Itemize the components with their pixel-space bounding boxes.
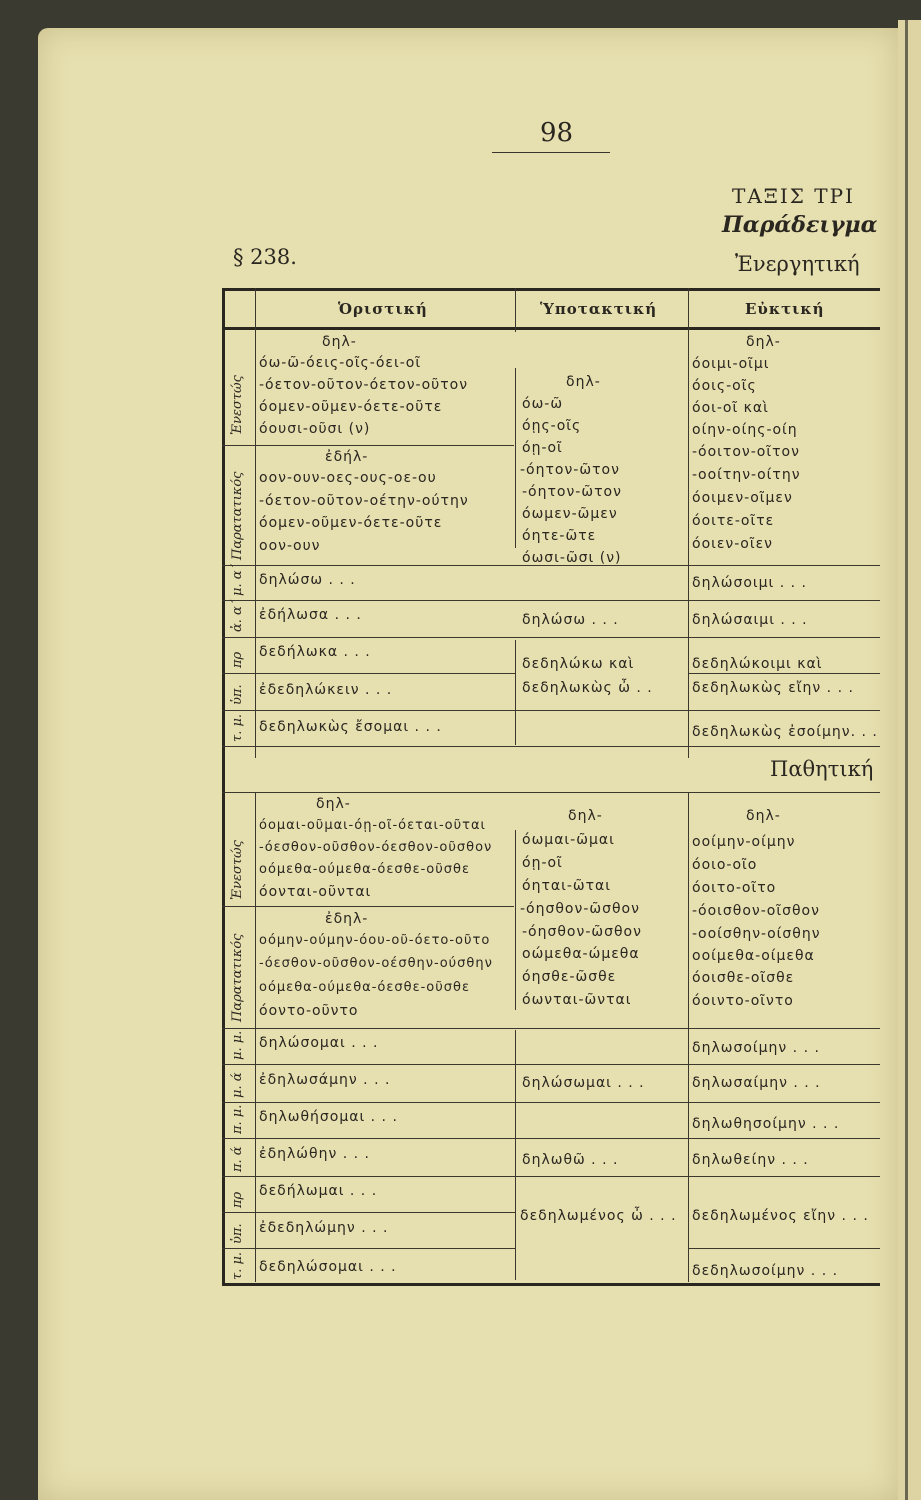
table-top-rule xyxy=(222,288,880,291)
cell-text: δηλωθείην . . . xyxy=(692,1152,809,1168)
cell-text: δεδηλωκὼς εἴην . . . xyxy=(692,680,854,696)
cell-text: δεδηλωκὼς ἐσοίμην. . . xyxy=(692,724,878,740)
page-number-rule xyxy=(492,152,610,153)
cell-text: δεδηλώκοιμι καὶ xyxy=(692,656,823,672)
cell-text: οίην-οίης-οίη xyxy=(692,422,798,438)
cell-text: όομεν-οῦμεν-όετε-οῦτε xyxy=(259,399,443,415)
row-rule xyxy=(222,1138,880,1139)
cell-text: όοντο-οῦντο xyxy=(259,1003,359,1019)
cell-text: δηλωσαίμην . . . xyxy=(692,1075,821,1091)
label-enestos: Ἐνεστώς xyxy=(230,375,245,435)
cell-text: όοιο-οῖο xyxy=(692,857,758,873)
label-passive-aorist: π. ά xyxy=(230,1146,245,1172)
label-future-perfect: τ. μ. xyxy=(230,713,245,742)
cell-text: δηλώσω . . . xyxy=(259,572,356,588)
cell-text: όοισθε-οῖσθε xyxy=(692,970,795,986)
header-rule xyxy=(222,327,880,330)
col-rule-1h xyxy=(515,288,516,332)
label-future: μ. α΄ xyxy=(230,564,245,596)
table-bottom-rule xyxy=(222,1283,880,1286)
header-optative: Εὐκτική xyxy=(745,300,825,318)
label-pluperfect: ὑπ. xyxy=(230,684,245,705)
label-col-rule-passive xyxy=(255,792,256,1282)
header-indicative: Ὁριστική xyxy=(338,300,428,318)
cell-text: ἐδηλωσάμην . . . xyxy=(259,1072,391,1088)
cell-text: δεδήλωμαι . . . xyxy=(259,1183,378,1199)
cell-text: δηλώσοιμι . . . xyxy=(692,575,807,591)
row-rule xyxy=(222,1028,880,1029)
cell-text: δηλωθήσομαι . . . xyxy=(259,1109,398,1125)
active-voice-title: Ἐνεργητική xyxy=(735,252,860,276)
class-heading: ΤΑΞΙΣ ΤΡΙ xyxy=(732,184,855,208)
row-rule xyxy=(222,1102,880,1103)
cell-text: δεδηλωμένος εἴην . . . xyxy=(692,1208,869,1224)
cell-text: όοις-οῖς xyxy=(692,378,757,394)
cell-text: όωνται-ῶνται xyxy=(522,992,632,1008)
cell-text: όωμαι-ῶμαι xyxy=(522,832,615,848)
label-passive-pluperfect: ὑπ. xyxy=(230,1223,245,1244)
cell-text: -όητον-ῶτον xyxy=(522,484,622,500)
cell-text: δηλωσοίμην . . . xyxy=(692,1040,820,1056)
cell-text: ἐδηλώθην . . . xyxy=(259,1146,370,1162)
cell-text: δηλώσαιμι . . . xyxy=(692,612,808,628)
cell-text: όῃ-οῖ xyxy=(522,440,563,456)
row-rule xyxy=(222,710,880,711)
cell-text: ἐδηλ- xyxy=(325,911,369,927)
cell-text: οώμεθα-ώμεθα xyxy=(522,946,640,962)
cell-text: όωσι-ῶσι (ν) xyxy=(522,550,622,566)
book-page xyxy=(38,28,898,1500)
cell-text: -οοίτην-οίτην xyxy=(692,467,801,483)
col-rule-2a xyxy=(688,288,689,758)
cell-text: όομεν-οῦμεν-όετε-οῦτε xyxy=(259,515,443,531)
cell-text: -όοισθον-οῖσθον xyxy=(692,903,820,919)
row-rule xyxy=(222,637,880,638)
cell-text: -όεσθον-οῦσθον-οέσθην-ούσθην xyxy=(259,956,493,971)
row-rule xyxy=(222,1176,880,1177)
row-rule xyxy=(222,906,514,907)
paradigm-heading: Παράδειγμα xyxy=(722,212,878,238)
cell-text: ἐδήλωσα . . . xyxy=(259,607,362,623)
label-middle-aorist: μ. ά xyxy=(230,1072,245,1098)
cell-text: -όετον-οῦτον-οέτην-ούτην xyxy=(259,493,469,509)
label-passive-future: π. μ. xyxy=(230,1104,245,1134)
cell-text: δηλ- xyxy=(746,334,781,350)
cell-text: -οοίσθην-οίσθην xyxy=(692,926,821,942)
brace xyxy=(515,368,522,548)
row-rule xyxy=(222,1064,880,1065)
cell-text: δηλώσωμαι . . . xyxy=(522,1075,645,1091)
row-rule xyxy=(222,445,514,446)
cell-text: δεδηλωκὼς ἔσομαι . . . xyxy=(259,719,442,735)
cell-text: όω-ῶ xyxy=(522,396,564,412)
label-middle-future: μ. μ. xyxy=(230,1030,245,1060)
label-passive-paratatikos: Παρατατικός xyxy=(230,933,245,1022)
table-left-rule xyxy=(222,288,225,1285)
label-paratatikos: Παρατατικός xyxy=(230,471,245,560)
cell-text: ἐδεδηλώκειν . . . xyxy=(259,682,393,698)
cell-text: οόμην-ούμην-όου-οῦ-όετο-οῦτο xyxy=(259,933,491,948)
cell-text: δηλ- xyxy=(566,374,601,390)
cell-text: δεδήλωκα . . . xyxy=(259,644,371,660)
cell-text: όῃ-οῖ xyxy=(522,855,563,871)
cell-text: -όετον-οῦτον-όετον-οῦτον xyxy=(259,377,469,393)
cell-text: οον-ουν-οες-ους-οε-ου xyxy=(259,470,437,486)
cell-text: -όεσθον-οῦσθον-όεσθον-οῦσθον xyxy=(259,840,493,855)
cell-text: όησθε-ῶσθε xyxy=(522,969,617,985)
cell-text: όοιμι-οῖμι xyxy=(692,356,770,372)
cell-text: όουσι-οῦσι (ν) xyxy=(259,421,371,437)
passive-voice-title: Παθητική xyxy=(770,757,874,781)
col-rule-2p xyxy=(688,792,689,1282)
cell-text: -όοιτον-οῖτον xyxy=(692,444,800,460)
cell-text: όοι-οῖ καὶ xyxy=(692,400,769,416)
cell-text: δεδηλώκω καὶ xyxy=(522,656,635,672)
cell-text: δεδηλώσομαι . . . xyxy=(259,1259,397,1275)
cell-text: δηλώσομαι . . . xyxy=(259,1035,379,1051)
row-rule xyxy=(222,746,880,747)
row-rule xyxy=(222,1248,515,1249)
cell-text: δηλ- xyxy=(746,808,781,824)
section-number: § 238. xyxy=(233,245,297,269)
cell-text: όῃς-οῖς xyxy=(522,418,582,434)
cell-text: όητε-ῶτε xyxy=(522,528,597,544)
cell-text: όονται-οῦνται xyxy=(259,884,372,900)
label-passive-enestos: Ἐνεστώς xyxy=(230,840,245,900)
cell-text: όηται-ῶται xyxy=(522,878,612,894)
row-rule xyxy=(222,1212,515,1213)
label-aorist: ἀ. α΄ xyxy=(230,599,245,632)
cell-text: όοιντο-οῖντο xyxy=(692,993,794,1009)
cell-text: δεδηλωμένος ὦ . . . xyxy=(520,1208,677,1224)
cell-text: όω-ῶ-όεις-οῖς-όει-οῖ xyxy=(259,355,422,371)
cell-text: δηλ- xyxy=(316,796,351,812)
row-rule xyxy=(688,1248,880,1249)
label-passive-future-perfect: τ. μ. xyxy=(230,1251,245,1280)
cell-text: όωμεν-ῶμεν xyxy=(522,506,618,522)
row-rule xyxy=(688,673,880,674)
cell-text: οοίμεθα-οίμεθα xyxy=(692,948,815,964)
label-col-rule-active xyxy=(255,288,256,758)
passive-top-rule xyxy=(222,792,880,793)
cell-text: όομαι-οῦμαι-όῃ-οῖ-όεται-οῦται xyxy=(259,818,486,833)
cell-text: -όησθον-ῶσθον xyxy=(520,901,640,917)
cell-text: ἐδεδηλώμην . . . xyxy=(259,1220,389,1236)
label-perfect: πρ xyxy=(230,651,245,668)
row-rule xyxy=(222,673,515,674)
cell-text: -όησθον-ῶσθον xyxy=(522,924,642,940)
cell-text: -όητον-ῶτον xyxy=(520,462,620,478)
cell-text: οοίμην-οίμην xyxy=(692,834,796,850)
brace xyxy=(515,650,522,710)
cell-text: δηλ- xyxy=(568,808,603,824)
page-edge xyxy=(898,20,921,1500)
cell-text: δηλωθῶ . . . xyxy=(522,1152,619,1168)
cell-text: όοιμεν-οῖμεν xyxy=(692,490,793,506)
cell-text: όοιεν-οῖεν xyxy=(692,536,773,552)
cell-text: δεδηλωκὼς ὦ . . xyxy=(522,680,653,696)
header-subjunctive: Ὑποτακτική xyxy=(540,300,658,318)
cell-text: οον-ουν xyxy=(259,538,321,554)
cell-text: δεδηλωσοίμην . . . xyxy=(692,1263,839,1279)
cell-text: όοιτο-οῖτο xyxy=(692,880,777,896)
cell-text: δηλώσω . . . xyxy=(522,612,619,628)
cell-text: όοιτε-οῖτε xyxy=(692,513,775,529)
cell-text: οόμεθα-ούμεθα-όεσθε-οῦσθε xyxy=(259,862,470,877)
brace xyxy=(515,830,522,1010)
cell-text: δηλωθησοίμην . . . xyxy=(692,1116,840,1132)
cell-text: δηλ- xyxy=(322,334,357,350)
cell-text: ἐδήλ- xyxy=(325,449,369,465)
row-rule xyxy=(222,600,880,601)
label-passive-perfect: πρ xyxy=(230,1191,245,1208)
page-number: 98 xyxy=(540,118,574,148)
cell-text: οόμεθα-ούμεθα-όεσθε-οῦσθε xyxy=(259,980,470,995)
binding-shadow xyxy=(905,20,908,1500)
